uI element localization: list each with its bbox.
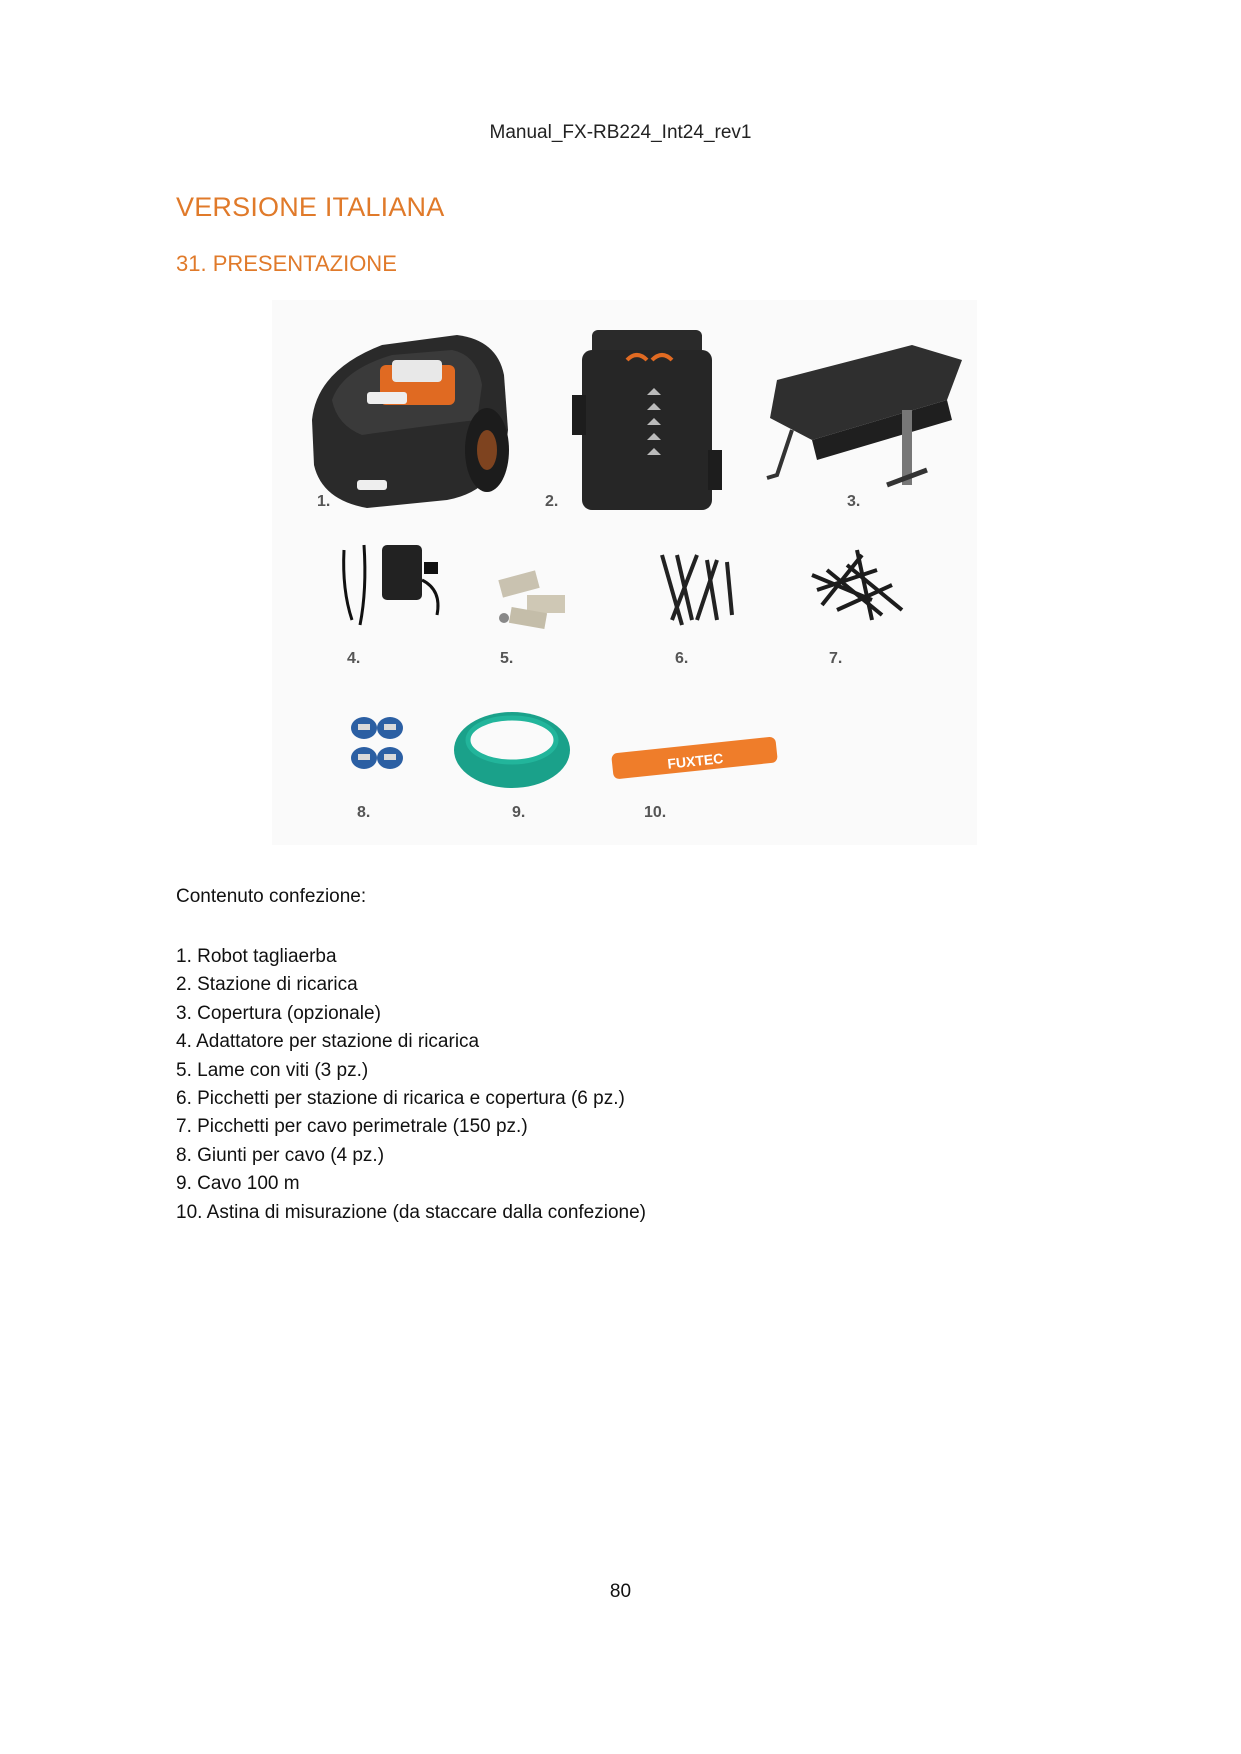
figure-label: 3. [847,493,861,510]
figure-label: 2. [545,493,559,510]
list-item: 1. Robot tagliaerba [176,946,337,967]
list-item: 3. Copertura (opzionale) [176,1002,381,1024]
list-item: 5. Lame con viti (3 pz.) [176,1059,369,1081]
figure-label: 9. [512,804,526,821]
section-subtitle: 31. PRESENTAZIONE [176,251,397,276]
list-item: 10. Astina di misurazione (da staccare dalla confezione) [176,1201,646,1223]
fuxtec-brand-text: FUXTEC [666,749,724,772]
package-contents-figure [272,300,977,845]
list-item: 8. Giunti per cavo (4 pz.) [176,1144,385,1166]
list-item: 4. Adattatore per stazione di ricarica [176,1031,480,1053]
figure-label: 6. [675,650,689,667]
list-item: 7. Picchetti per cavo perimetrale (150 pz.) [176,1116,528,1138]
page-number: 80 [609,1581,632,1602]
contents-intro: Contenuto confezione: [176,886,367,907]
document-header: Manual_FX-RB224_Int24_rev1 [489,122,752,143]
figure-label: 7. [829,650,843,667]
charging-station-image [572,330,722,510]
list-item: 9. Cavo 100 m [176,1173,300,1195]
figure-label: 4. [347,650,361,667]
figure-label: 5. [500,650,514,667]
contents-list [176,943,646,1227]
figure-label: 10. [644,804,667,821]
list-item: 6. Picchetti per stazione di ricarica e copertura (6 pz.) [176,1088,625,1110]
section-title: VERSIONE ITALIANA [176,192,445,222]
list-item: 2. Stazione di ricarica [176,974,358,996]
cable-coil-image [454,712,570,788]
figure-label: 1. [317,493,331,510]
figure-label: 8. [357,804,371,821]
